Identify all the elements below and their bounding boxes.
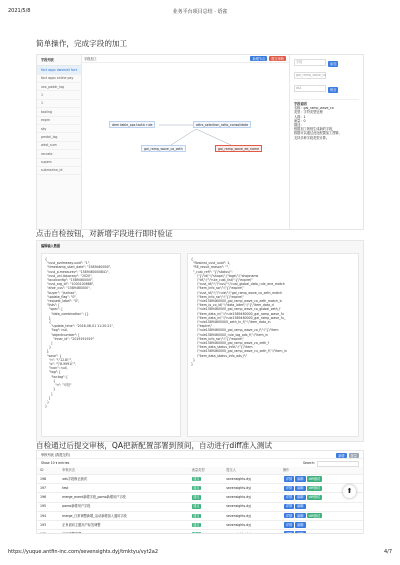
table-row	[37, 511, 363, 520]
sidebar-item[interactable]: recrate	[37, 150, 81, 158]
row-name: test	[62, 486, 69, 491]
save-button[interactable]: 保存	[330, 88, 337, 92]
table-row	[37, 474, 363, 483]
sidebar-item[interactable]: 1	[37, 100, 81, 108]
status-badge: 通过	[193, 522, 200, 527]
table-cell	[280, 474, 363, 483]
add-button[interactable]: 添加	[330, 62, 337, 66]
table-cell	[59, 520, 189, 529]
table-row	[37, 484, 363, 493]
row-id: 193	[40, 522, 47, 527]
status-badge: 通过	[193, 495, 200, 500]
review-list-screenshot	[36, 450, 364, 534]
row-submitter: sevensights.dyj	[226, 522, 252, 527]
row-action-button[interactable]: 编辑	[297, 495, 304, 500]
field-sidebar	[37, 55, 82, 229]
column-header[interactable]: 审核状态	[59, 467, 189, 474]
sidebar-item[interactable]: expm	[37, 117, 81, 125]
row-action-button[interactable]: 编辑	[295, 531, 305, 534]
note-line: 流量：0	[294, 118, 306, 123]
field-processing-screenshot	[36, 54, 364, 230]
table-row	[37, 502, 363, 511]
ds-input[interactable]: ds1	[294, 85, 326, 92]
page-footer	[8, 549, 392, 557]
table-cell	[189, 511, 223, 520]
name-input[interactable]: gai_ramp_wave_co	[296, 73, 327, 77]
page-number: 4/7	[383, 549, 392, 555]
row-action-button[interactable]: 编辑	[297, 486, 304, 491]
table-controls	[37, 459, 363, 467]
flow-node-selected[interactable]: gai_ramp_wave_ed_name	[215, 145, 262, 152]
page-url: https://yuque.antfin-inc.com/sevensights.dyj/tmktyu/vyt2a2	[8, 549, 159, 555]
sidebar-item[interactable]: sky	[37, 125, 81, 133]
page-title: 业务平台项目总结 · 语雀	[172, 9, 228, 15]
table-cell	[189, 520, 223, 529]
page-header	[8, 8, 392, 16]
flow-node[interactable]: dem table_ops tactic rule	[109, 121, 155, 128]
review-list-title: 审核列表 (我提交的)	[41, 453, 70, 457]
note-line: 描述：	[294, 123, 304, 128]
notes-title: 字段说明	[294, 99, 359, 106]
table-cell	[223, 484, 280, 493]
section1-caption: 简单操作，完成字段的加工	[36, 39, 128, 48]
status-badge: 通过	[193, 513, 200, 518]
status-badge: 通过	[193, 504, 200, 509]
row-submitter: sevensights.dyj	[226, 486, 252, 491]
row-name: 正负面向主题用户标签调整	[62, 522, 101, 527]
panel-title: 编辑输入数据	[41, 244, 61, 248]
table-cell	[223, 474, 280, 483]
table-cell	[59, 484, 189, 493]
column-header[interactable]: ID	[37, 467, 59, 474]
sidebar-title: 字段列表	[37, 55, 81, 66]
batch-button[interactable]: 批量	[350, 453, 357, 458]
new-button[interactable]: 新增	[338, 453, 345, 458]
table-cell	[59, 474, 189, 483]
row-action-button[interactable]: 编辑	[297, 476, 304, 481]
sidebar-item[interactable]: fact apps dwsmall fact	[37, 66, 81, 74]
status-badge: 通过	[192, 532, 201, 534]
table-cell	[37, 530, 59, 534]
note-line: 支持多种字段类型计算。	[294, 135, 330, 140]
table-cell	[59, 511, 189, 520]
status-badge: 通过	[193, 486, 200, 491]
sidebar-item[interactable]: supers	[37, 159, 81, 167]
submit-review-button[interactable]: 提交审核	[271, 56, 284, 61]
row-action-button[interactable]: 编辑	[297, 513, 304, 518]
row-submitter: sevensights.dyj	[226, 504, 252, 509]
section2-caption: 点击自检按钮，对新增字段进行即时验证	[36, 229, 173, 238]
column-header[interactable]: 流量类型	[189, 467, 223, 474]
row-action-button[interactable]: 详情	[285, 504, 293, 509]
self-check-screenshot	[36, 240, 364, 442]
sidebar-item[interactable]: fact apps online pay	[37, 75, 81, 83]
table-cell	[37, 493, 59, 502]
result-json-viewer: { "flowinst_cust_uuid": 1, "RE_result_reason": "", "_cust_refi": "{\"status\": \"{\"id\":\"shops\",\"tags\":\"shopname \"id\":\"\"rule_cust_list\":{\"expire\" \"cust_id\":\"\"cus\":\"cust_global_data_rule_one_match \"item_info_ssr\":\"{\"expire\" \"cust_id\":\"\"rule\":\"gai_ramp_wave_co_zeth_match \"item_info_ssr\":\"{\"expire\" \"rule1589460000_gai_ramp_wave_co_zeth_match_b \"item_io_co_id\":\"data_later\":\"{\"item_data_d \"rule1589460000_gai_ramp_wave_co_global_zeth_f \"item_data_in\":\"rule1589460000_gai_ramp_wave_fu \"item_data_in\":\"rule1589460000_gai_ramp_wave_fu_ \"rule15894600000_zeth_tc_f\":\"item_data_in \"expire\" \"rule1589460000_gai_ramp_wave_co_f\":\"{\"item \"rule1589460000_rule_log_ads_f\":\"item_in \"item_info_ssr\":\"{\"expire\" \"rule1589460000_gai_ramp_wave_co_zeth_f \"item_data_status_info\":\"{\"item \"rule1589460000_gai_ramp_wave_cu_zeth_f\":\"item_in \"item_data_status_info_ads_f\" } }	[187, 253, 359, 437]
print-date: 2021/5/8	[8, 8, 31, 14]
row-action-button[interactable]: diff测试	[308, 486, 321, 491]
table-cell	[223, 502, 280, 511]
table-row	[37, 520, 363, 529]
row-submitter: sevensights.dyj	[226, 495, 252, 500]
table-cell	[280, 502, 363, 511]
table-cell	[37, 474, 59, 483]
column-header[interactable]: 操作	[280, 467, 363, 474]
status-badge: 通过	[193, 476, 200, 481]
review-list-header	[37, 451, 363, 459]
field-input[interactable]: 字段	[294, 59, 326, 66]
row-submitter: sevensights.dyj	[226, 476, 252, 481]
toolbar-label: 字段加工	[84, 57, 97, 61]
table-cell	[59, 493, 189, 502]
note-line: 名称：gai_ramp_wave_co	[294, 106, 334, 111]
row-action-button[interactable]: 详情	[285, 486, 293, 491]
table-cell	[223, 511, 280, 520]
row-id: 194	[40, 513, 47, 518]
canvas-toolbar	[81, 55, 289, 63]
table-cell	[189, 493, 223, 502]
table-cell	[280, 511, 363, 520]
table-row	[37, 493, 363, 502]
column-header[interactable]: 提交人	[223, 467, 280, 474]
sidebar-item[interactable]: submarine_id	[37, 167, 81, 175]
row-action-button[interactable]: 详情	[285, 522, 293, 527]
row-id: 195	[40, 504, 47, 509]
page-size-select[interactable]: Show 10 ▾ entries	[41, 461, 70, 465]
row-name: xds字段修正测试	[62, 476, 87, 481]
row-action-button[interactable]: diff测试	[308, 476, 321, 481]
row-id: 198	[40, 476, 47, 481]
table-cell	[59, 502, 189, 511]
table-cell	[280, 530, 363, 534]
sidebar-item[interactable]: tooling	[37, 108, 81, 116]
table-cell	[189, 502, 223, 511]
row-name: 应用调整配置	[62, 532, 82, 534]
table-cell	[189, 484, 223, 493]
search-label: Search:	[302, 461, 315, 465]
table-row	[37, 530, 363, 534]
table-cell	[189, 530, 223, 534]
input-json-editor[interactable]: { "cust_pvdmeasy.uuid": "1", "timestamp_start_date": "1589460000", "cust_p.measurev": "1589460000841", "cust_uni.liquorary": "2020", "localconfig": "1589460000", "cust_org_id": "1000100688", "ahdr_cus": "1589460000", "buyer": "jiuchao", "update_flag": "0", "request_label": "0", "lists": [ "spec": [ "data_combination": {} ], { "update_time": "2016-06-01 11:20:21", "tag": null, "objectnumber": [ "inner_id": "2019191919" ] } ], "save": { "n": "\"12.8\"", "o": "\"8.9991\"", "icon": null, "tag": [ "tar.tag": [ { "n": "可信" } ] ] } }	[41, 253, 181, 437]
row-submitter: sevensights.dyj	[226, 513, 252, 518]
flow-node[interactable]: gai_ramp_wave_co_zeth	[141, 145, 186, 152]
table-cell	[189, 474, 223, 483]
row-id: 196	[40, 495, 47, 500]
flow-canvas[interactable]	[81, 63, 289, 229]
note-line: 人数：1	[294, 114, 306, 119]
row-name: merge_event新增字段_pomo新增用户字段	[62, 495, 126, 500]
row-action-button[interactable]: diff测试	[308, 495, 321, 500]
flow-node[interactable]: attrs_selection_ratio_consolidate	[193, 121, 251, 128]
sidebar-item[interactable]: pmdel_log	[37, 133, 81, 141]
table-cell	[37, 520, 59, 529]
note-line: 类型：字符类型处理	[294, 110, 323, 115]
row-action-button[interactable]: 详情	[285, 513, 293, 518]
row-action-button[interactable]: 编辑	[297, 522, 304, 527]
arrow-up-icon[interactable]: ⬆	[343, 485, 356, 498]
table-cell	[37, 502, 59, 511]
table-cell	[37, 511, 59, 520]
row-action-button[interactable]: 详情	[285, 476, 293, 481]
sidebar-item[interactable]: wkst_sum	[37, 142, 81, 150]
row-action-button[interactable]: 详情	[284, 531, 294, 534]
search-input[interactable]	[317, 461, 359, 467]
table-cell	[223, 493, 280, 502]
row-name: merge_日常调整新增_活动新增加入通用字段	[62, 513, 127, 518]
table-cell	[223, 530, 280, 534]
row-submitter: sevensights.dyj	[226, 532, 252, 534]
row-action-button[interactable]: 编辑	[297, 504, 304, 509]
node-config-panel	[289, 55, 363, 229]
table-cell	[223, 520, 280, 529]
review-table	[37, 467, 363, 534]
row-id: 197	[40, 486, 47, 491]
row-id: 192	[40, 532, 47, 534]
section3-caption: 自检通过后提交审核，QA把新配置部署到预间，自动进行diff准入测试	[36, 441, 272, 450]
table-cell	[280, 520, 363, 529]
sidebar-item[interactable]: xxx_paddr_log	[37, 83, 81, 91]
table-cell	[37, 484, 59, 493]
sidebar-item[interactable]: 1	[37, 91, 81, 99]
row-action-button[interactable]: 详情	[285, 495, 293, 500]
note-line: 数据可以通过此处配置加工逻辑，	[294, 131, 342, 136]
canvas-area	[81, 55, 289, 229]
table-cell	[59, 530, 189, 534]
note-line: 根据加工规则生成新的字段，	[294, 127, 336, 132]
row-name: pomo新增用户字段	[62, 504, 91, 509]
row-action-button[interactable]: diff测试	[308, 513, 321, 518]
add-node-button[interactable]: 新增节点	[252, 56, 266, 61]
